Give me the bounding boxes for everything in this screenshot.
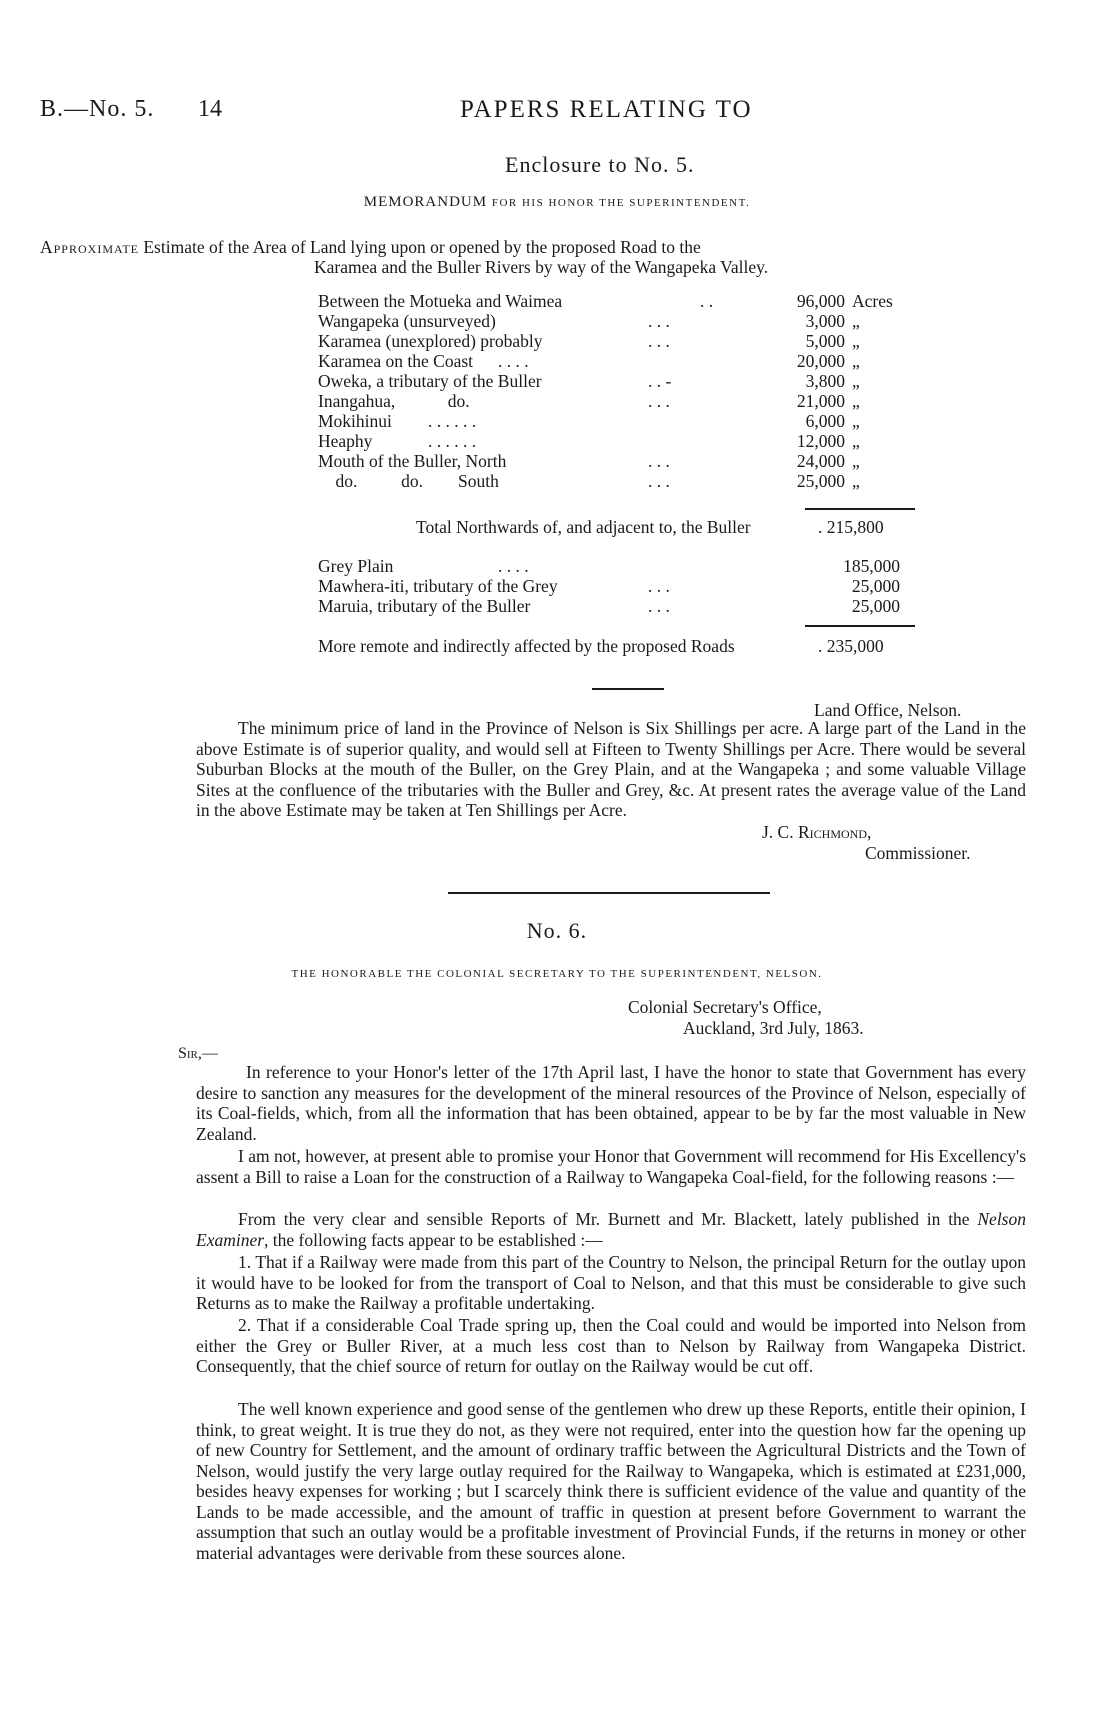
estimate-lead-word: Approximate xyxy=(40,237,139,257)
memorandum-word: MEMORANDUM xyxy=(363,194,488,210)
paragraph-text: I am not, however, at present able to promise your Honor that Government will recommend for His Excellency's assent a Bill to raise a Loan for the construction of a Railway to Wangapeka Coal-field, for the following reasons :— xyxy=(196,1146,1026,1187)
leader-dots: . . . xyxy=(648,451,670,471)
paragraph-text: , the following facts appear to be established :— xyxy=(264,1229,603,1250)
land-area-table xyxy=(318,291,918,501)
leader-dots: . . . . xyxy=(498,556,529,576)
area-unit: „ xyxy=(852,431,860,451)
leader-dots: . . . . xyxy=(498,351,529,371)
paragraph-text: 2. That if a considerable Coal Trade spring up, then the Coal could and would be imported into Nelson from either the Grey or Buller River, at a much less cost than to Nelson by Railway from Wangapeka District. Consequently, that the chief source of return for outlay on the Railway would be cut off. xyxy=(196,1315,1026,1376)
place-name: Heaphy xyxy=(318,431,373,451)
letter-heading: THE HONORABLE THE COLONIAL SECRETARY TO THE SUPERINTENDENT, NELSON. xyxy=(291,968,823,980)
area-value: 185,000 xyxy=(843,556,900,576)
area-unit: „ xyxy=(852,411,860,431)
area-unit: „ xyxy=(852,451,860,471)
price-paragraph xyxy=(196,718,1026,821)
place-name: do. do. South xyxy=(318,471,499,491)
table-row xyxy=(318,431,918,451)
area-value: 5,000 xyxy=(805,331,845,351)
section-divider xyxy=(592,688,664,690)
leader-dots: . . . . . . xyxy=(428,431,477,451)
leader-dots: . . . xyxy=(648,576,670,596)
area-value: 20,000 xyxy=(796,351,845,371)
signature-title: Commissioner. xyxy=(865,843,971,863)
sum-rule xyxy=(805,508,915,510)
total-label: More remote and indirectly affected by the proposed Roads xyxy=(318,636,735,656)
price-text: The minimum price of land in the Province of Nelson is Six Shillings per acre. A large part of the Land in the above Estimate is of superior quality, and would sell at Fifteen to Twenty Shillings per Acre. There would be several Suburban Blocks at the mouth of the Buller, on the Grey Plain, and at the Wangapeka ; and some valuable Village Sites at the confluence of the tributaries with the Buller and Grey, &c. At present rates the average value of the Land in the above Estimate may be taken at Ten Shillings per Acre. xyxy=(196,718,1026,820)
leader-dots: . . . xyxy=(648,471,670,491)
newspaper-name: Nelson Examiner xyxy=(196,1209,1026,1250)
area-unit: „ xyxy=(852,351,860,371)
area-value: 21,000 xyxy=(796,391,845,411)
sender-address-line-1: Colonial Secretary's Office, xyxy=(628,997,822,1017)
area-value: 12,000 xyxy=(796,431,845,451)
table-row xyxy=(318,331,918,351)
running-title: PAPERS RELATING TO xyxy=(460,96,753,123)
place-name: Karamea (unexplored) probably xyxy=(318,331,543,351)
place-name: Mawhera-iti, tributary of the Grey xyxy=(318,576,558,596)
estimate-line-2: Karamea and the Buller Rivers by way of the Wangapeka Valley. xyxy=(314,257,769,277)
leader-dots: . . . xyxy=(648,596,670,616)
table-row xyxy=(318,411,918,431)
place-name: Inangahua, do. xyxy=(318,391,470,411)
paragraph-text: In reference to your Honor's letter of the 17th April last, I have the honor to state that Government has every desire to sanction any measures for the development of the mineral resources of the Province of Nelson, especially of its Coal-fields, which, from all the information that has been obtained, appear to be by far the most valuable in New Zealand. xyxy=(196,1062,1026,1144)
estimate-line-1: Estimate of the Area of Land lying upon or opened by the proposed Road to the xyxy=(143,237,701,257)
place-name: Karamea on the Coast xyxy=(318,351,474,371)
area-value: 24,000 xyxy=(796,451,845,471)
letter-paragraph-4 xyxy=(196,1252,1026,1314)
section-divider xyxy=(448,892,770,894)
area-unit: „ xyxy=(852,471,860,491)
table-row xyxy=(318,471,918,491)
signature: J. C. Richmond, xyxy=(762,822,872,842)
place-name: Oweka, a tributary of the Buller xyxy=(318,371,542,391)
table-row xyxy=(318,556,918,576)
estimate-heading xyxy=(40,237,1040,277)
memorandum-recipient: FOR HIS HONOR THE SUPERINTENDENT. xyxy=(491,197,751,209)
place-name: Between the Motueka and Waimea xyxy=(318,291,563,311)
letter-paragraph-2 xyxy=(196,1146,1026,1187)
table-row xyxy=(318,371,918,391)
total-row-remote xyxy=(318,636,918,658)
remote-land-table xyxy=(318,556,918,618)
enclosure-title: Enclosure to No. 5. xyxy=(505,152,695,177)
table-row xyxy=(318,576,918,596)
salutation: Sir,— xyxy=(178,1045,218,1062)
table-row xyxy=(318,451,918,471)
total-row-northwards xyxy=(318,517,918,539)
area-unit: „ xyxy=(852,331,860,351)
area-value: 3,800 xyxy=(805,371,845,391)
paragraph-text: From the very clear and sensible Reports of Mr. Burnett and Mr. Blackett, lately published in the xyxy=(238,1209,978,1229)
letter-paragraph-5 xyxy=(196,1315,1026,1377)
area-value: 25,000 xyxy=(851,576,900,596)
area-value: 96,000 xyxy=(796,291,845,311)
letter-paragraph-3 xyxy=(196,1209,1026,1250)
place-name: Grey Plain xyxy=(318,556,394,576)
area-value: 6,000 xyxy=(805,411,845,431)
area-unit: Acres xyxy=(852,291,893,311)
memorandum-heading xyxy=(0,194,1114,211)
paragraph-text: 1. That if a Railway were made from this part of the Country to Nelson, the principal Return for the outlay upon it would have to be looked for from the transport of Coal to Nelson, and that this must be considerable to give such Returns as to make the Railway a profitable undertaking. xyxy=(196,1252,1026,1313)
sender-address-line-2: Auckland, 3rd July, 1863. xyxy=(683,1018,864,1038)
office-location: Land Office, Nelson. xyxy=(814,700,962,720)
table-row xyxy=(318,596,918,616)
area-value: 25,000 xyxy=(851,596,900,616)
paragraph-text: The well known experience and good sense of the gentlemen who drew up these Reports, entitle their opinion, I think, to great weight. It is true they do not, as they were not required, enter into the question how far the opening up of new Country for Settlement, and the amount of ordinary traffic between the Agricultural Districts and the Town of Nelson, would justify the very large outlay required for the Railway to Wangapeka, which is estimated at £231,000, besides heavy expenses for working ; but I scarcely think there is sufficient evidence of the value and quantity of the Lands to be made accessible, and the amount of traffic in question at present before Government to warrant the assumption that such an outlay would be a profitable investment of Provincial Funds, if the returns in money or other material advantages were derivable from these sources alone. xyxy=(196,1399,1026,1563)
leader-dots: . . . xyxy=(648,331,670,351)
total-value: . 215,800 xyxy=(818,517,884,537)
table-row xyxy=(318,311,918,331)
area-value: 3,000 xyxy=(805,311,845,331)
place-name: Mokihinui xyxy=(318,411,392,431)
total-value: . 235,000 xyxy=(818,636,884,656)
letter-paragraph-6 xyxy=(196,1399,1026,1563)
page-number: 14 xyxy=(198,96,222,122)
area-value: 25,000 xyxy=(796,471,845,491)
table-row xyxy=(318,351,918,371)
document-reference: B.—No. 5. xyxy=(40,96,155,122)
place-name: Mouth of the Buller, North xyxy=(318,451,507,471)
letter-paragraph-1 xyxy=(196,1062,1026,1144)
area-unit: „ xyxy=(852,391,860,411)
table-row xyxy=(318,291,918,311)
leader-dots: . . . xyxy=(648,391,670,411)
table-row xyxy=(318,391,918,411)
sum-rule xyxy=(805,625,915,627)
letter-number: No. 6. xyxy=(526,918,588,943)
leader-dots: . . . . . . xyxy=(428,411,477,431)
area-unit: „ xyxy=(852,311,860,331)
leader-dots: . . - xyxy=(648,371,672,391)
total-label: Total Northwards of, and adjacent to, the Buller xyxy=(416,517,751,537)
place-name: Maruia, tributary of the Buller xyxy=(318,596,531,616)
leader-dots: . . xyxy=(700,291,714,311)
place-name: Wangapeka (unsurveyed) xyxy=(318,311,496,331)
area-unit: „ xyxy=(852,371,860,391)
leader-dots: . . . xyxy=(648,311,670,331)
